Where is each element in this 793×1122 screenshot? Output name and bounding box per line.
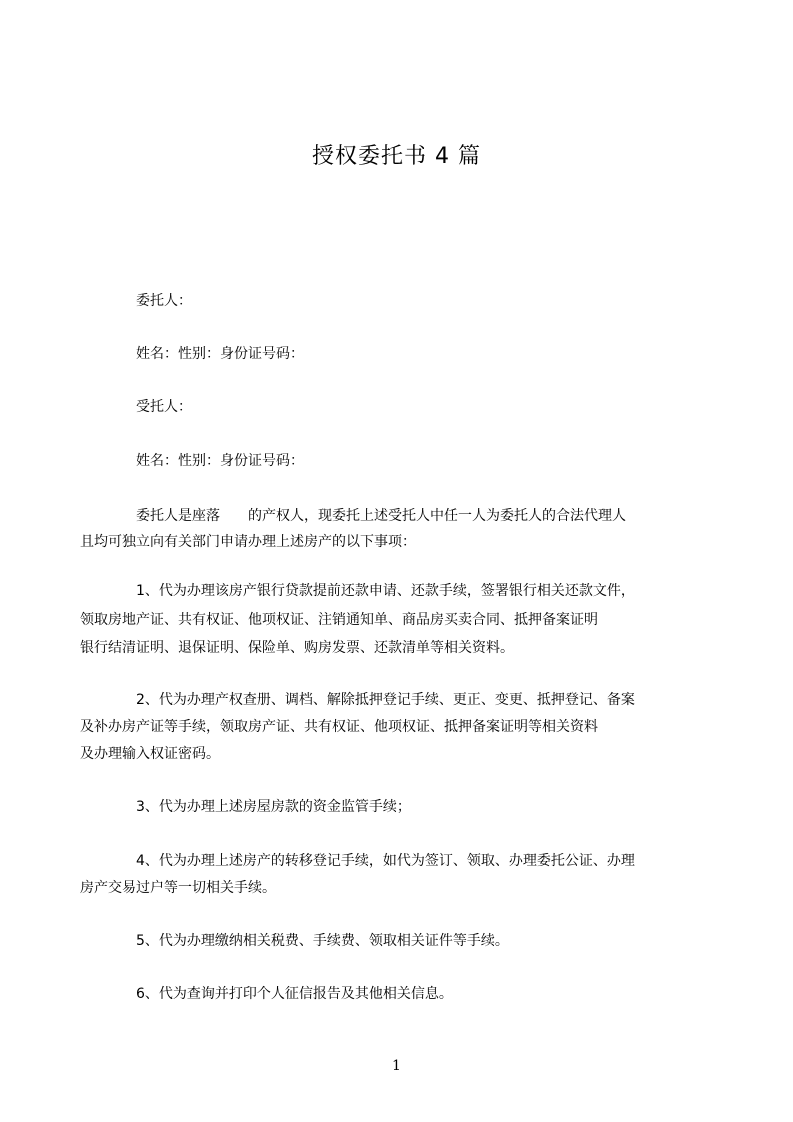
intro-line-2: 且均可独立向有关部门申请办理上述房产的以下事项： xyxy=(80,534,416,550)
principal-fields: 姓名：性别：身份证号码： xyxy=(136,346,304,362)
item-2-line-1: 2、代为办理产权查册、调档、解除抵押登记手续、更正、变更、抵押登记、备案 xyxy=(136,692,635,708)
intro-line-1: 委托人是座落 的产权人，现委托上述受托人中任一人为委托人的合法代理人 xyxy=(136,508,626,524)
item-4-line-1: 4、代为办理上述房产的转移登记手续，如代为签订、领取、办理委托公证、办理 xyxy=(136,853,635,869)
agent-label: 受托人： xyxy=(136,399,192,415)
document-title: 授权委托书 4 篇 xyxy=(312,144,481,169)
item-2-line-2: 及补办房产证等手续，领取房产证、共有权证、他项权证、抵押备案证明等相关资料 xyxy=(80,719,598,735)
item-6: 6、代为查询并打印个人征信报告及其他相关信息。 xyxy=(136,986,453,1002)
item-3: 3、代为办理上述房屋房款的资金监管手续； xyxy=(136,799,411,815)
principal-label: 委托人： xyxy=(136,293,192,309)
item-1-line-3: 银行结清证明、退保证明、保险单、购房发票、还款清单等相关资料。 xyxy=(80,640,514,656)
item-1-line-1: 1、代为办理该房产银行贷款提前还款申请、还款手续，签署银行相关还款文件， xyxy=(136,583,635,599)
agent-fields: 姓名：性别：身份证号码： xyxy=(136,453,304,469)
item-5: 5、代为办理缴纳相关税费、手续费、领取相关证件等手续。 xyxy=(136,933,509,949)
item-1-line-2: 领取房地产证、共有权证、他项权证、注销通知单、商品房买卖合同、抵押备案证明 xyxy=(80,612,598,628)
item-2-line-3: 及办理输入权证密码。 xyxy=(80,746,220,762)
item-4-line-2: 房产交易过户等一切相关手续。 xyxy=(80,880,276,896)
page-number: 1 xyxy=(392,1058,401,1074)
